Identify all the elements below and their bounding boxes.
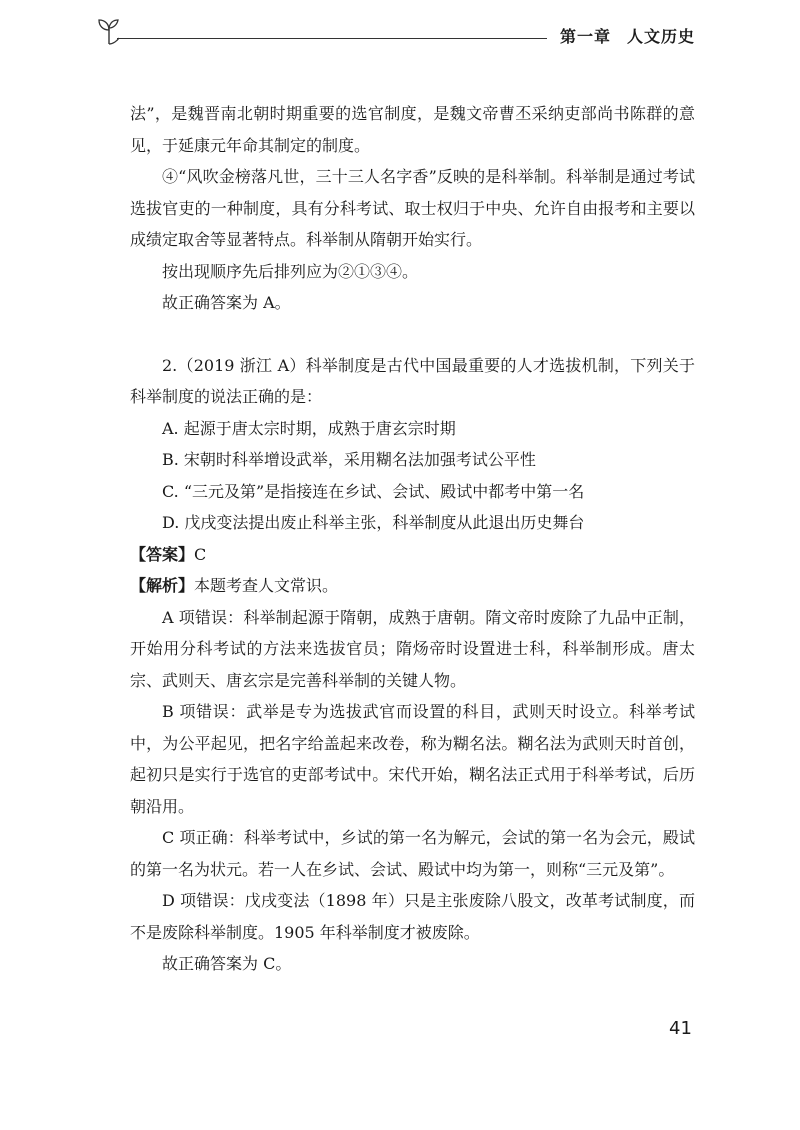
page-number: 41 [669, 1018, 692, 1039]
explanation-a: A 项错误：科举制起源于隋朝，成熟于唐朝。隋文帝时废除了九品中正制，开始用分科考试的方法来选拔官员；隋炀帝时设置进士科，科举制形成。唐太宗、武则天、唐玄宗是完善科举制的关键人物。 [130, 607, 695, 690]
chapter-label: 第一章 [559, 27, 611, 46]
answer-tag: 【答案】 [130, 544, 195, 564]
question-stem: 2.（2019 浙江 A）科举制度是古代中国最重要的人才选拔机制，下列关于科举制度的说法正确的是： [130, 355, 695, 406]
answer-line [130, 539, 695, 571]
paragraph-order: 按出现顺序先后排列应为②①③④。 [162, 261, 419, 281]
running-header [95, 14, 695, 48]
analysis-intro: 本题考查人文常识。 [194, 576, 339, 595]
option-c: C. “三元及第”是指接连在乡试、会试、殿试中都考中第一名 [162, 481, 585, 501]
paragraph-item-4: ④“风吹金榜落凡世，三十三人名字香”反映的是科举制。科举制是通过考试选拔官吏的一种制度，具有分科考试、取士权归于中央、允许自由报考和主要以成绩定取舍等显著特点。科举制从隋朝开始实行。 [130, 167, 695, 249]
chapter-title [560, 24, 695, 47]
option-b: B. 宋朝时科举增设武举，采用糊名法加强考试公平性 [162, 450, 536, 469]
page-body [130, 98, 695, 980]
explanation-c: C 项正确：科举考试中，乡试的第一名为解元，会试的第一名为会元，殿试的第一名为状元。若一人在乡试、会试、殿试中均为第一，则称“三元及第”。 [130, 828, 695, 879]
header-rule [117, 38, 547, 39]
analysis-tag: 【解析】 [130, 576, 195, 595]
answer-value: C [194, 544, 207, 564]
paragraph-continued: 法”，是魏晋南北朝时期重要的选官制度，是魏文帝曹丕采纳吏部尚书陈群的意见，于延康元年命其制定的制度。 [130, 104, 695, 155]
paragraph-answer-a: 故正确答案为 A。 [162, 293, 291, 312]
option-d: D. 戊戌变法提出废止科举主张，科举制度从此退出历史舞台 [162, 513, 585, 532]
explanation-b: B 项错误：武举是专为选拔武官而设置的科目，武则天时设立。科举考试中，为公平起见，把名字给盖起来改卷，称为糊名法。糊名法为武则天时首创，起初只是实行于选官的吏部考试中。宋代开始，糊名法正式用于科举考试，后历朝沿用。 [130, 702, 695, 816]
analysis-line [130, 570, 695, 602]
conclusion: 故正确答案为 C。 [162, 954, 292, 973]
spacer [130, 319, 695, 350]
explanation-d: D 项错误：戊戌变法（1898 年）只是主张废除八股文，改革考试制度，而不是废除科举制度。1905 年科举制度才被废除。 [130, 891, 695, 942]
option-a: A. 起源于唐太宗时期，成熟于唐玄宗时期 [162, 418, 456, 438]
section-label: 人文历史 [626, 27, 695, 46]
sprout-icon [95, 14, 123, 48]
